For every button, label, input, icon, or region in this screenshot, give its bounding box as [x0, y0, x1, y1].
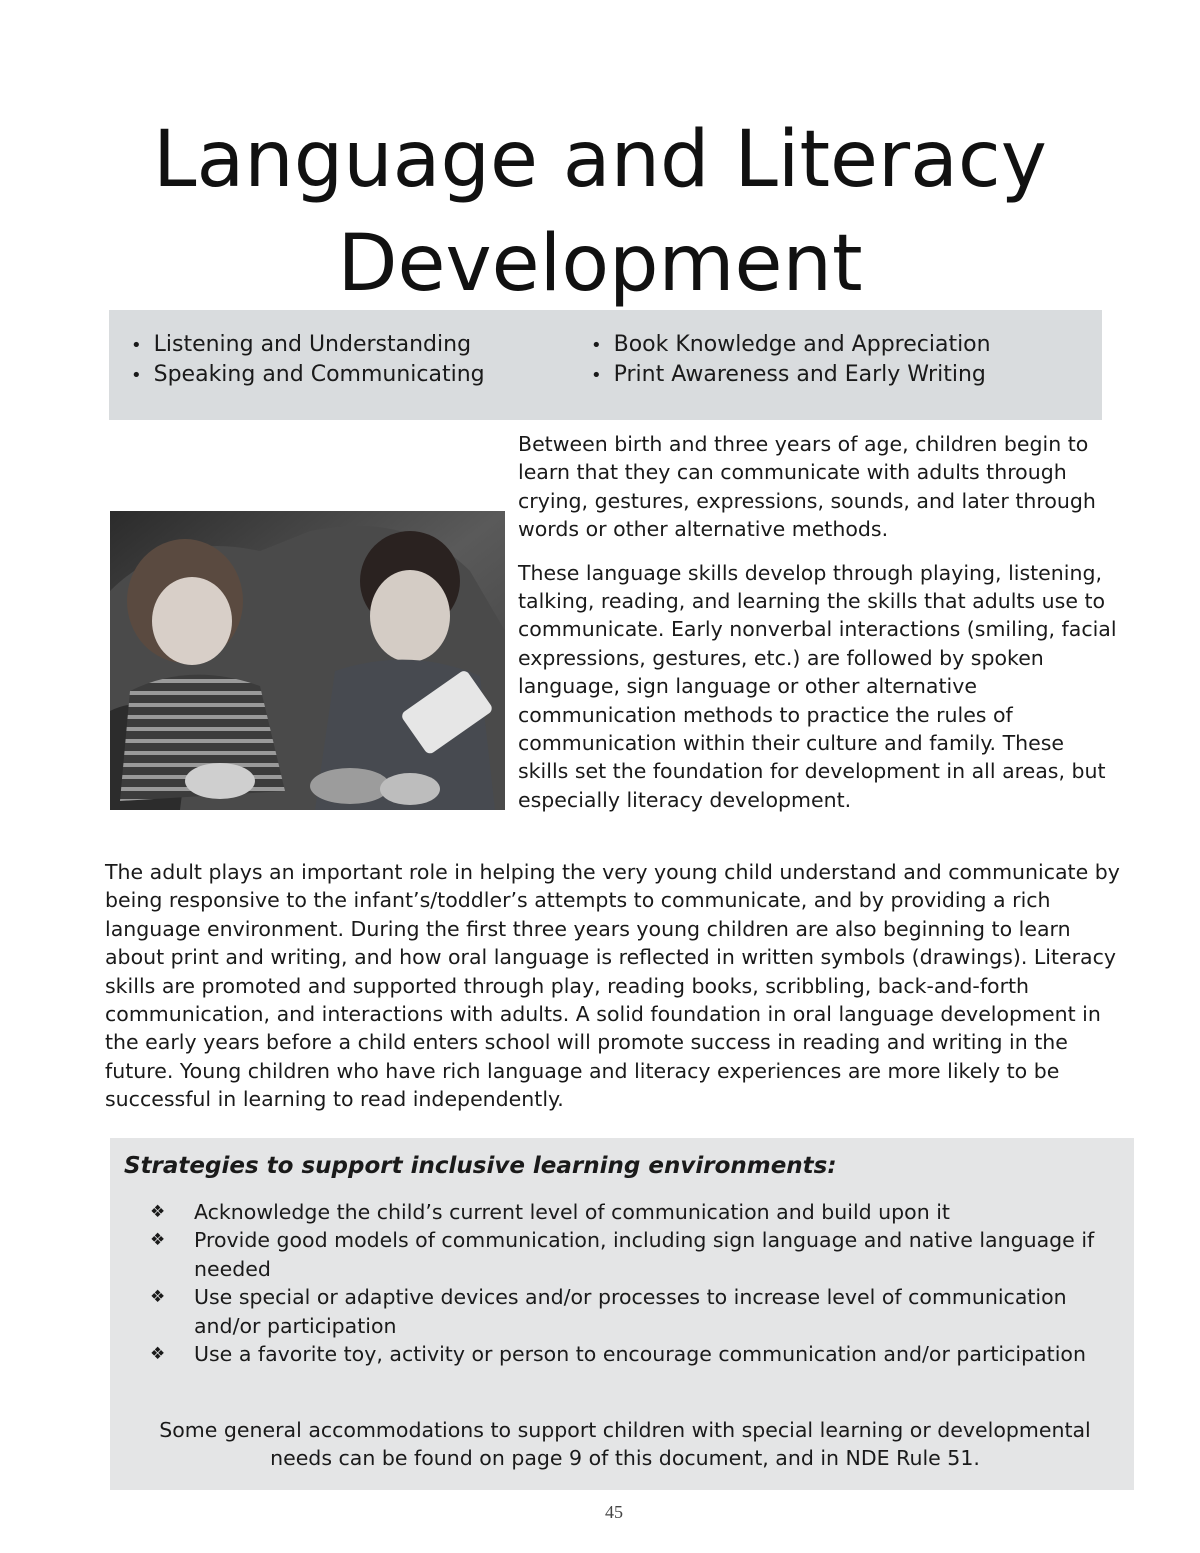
- strategies-heading: Strategies to support inclusive learning environments:: [124, 1153, 837, 1179]
- intro-paragraph-2: These language skills develop through playing, listening, talking, reading, and learning the skills that adults use to communicate. Early nonverbal interactions (smiling, facial expressions, gestures, etc.) are followed by spoken language, sign language or other alternative communication methods to practice the rules of communication within their culture and family. These skills set the foundation for development in all areas, but especially literacy development.: [518, 560, 1117, 812]
- body-paragraph: The adult plays an important role in helping the very young child understand and communicate by being responsive to the infant’s/toddler’s attempts to communicate, and by providing a rich language environment. During the first three years young children are also beginning to learn about print and writing, and how oral language is reflected in written symbols (drawings). Literacy skills are promoted and supported through play, reading books, scribbling, back-and-forth communication, and interactions with adults. A solid foundation in oral language development in the early years before a child enters school will promote success in reading and writing in the future. Young children who have rich language and literacy experiences are more likely to be successful in learning to read independently.: [105, 860, 1120, 1112]
- strategies-box: [110, 1138, 1134, 1490]
- diamond-bullet-icon: ❖: [150, 1287, 166, 1308]
- domain-item: • Listening and Understanding: [131, 330, 485, 360]
- page-number: 45: [605, 1502, 623, 1522]
- children-photo: [110, 511, 505, 810]
- strategy-text: Acknowledge the child’s current level of communication and build upon it: [194, 1200, 950, 1224]
- domain-item: • Speaking and Communicating: [131, 360, 485, 390]
- strategy-item: [150, 1283, 1120, 1340]
- intro-paragraph-1: Between birth and three years of age, children begin to learn that they can communicate with adults through crying, gestures, expressions, sounds, and later through words or other alternative methods.: [518, 432, 1096, 542]
- diamond-bullet-icon: ❖: [150, 1230, 166, 1251]
- domain-item: • Print Awareness and Early Writing: [591, 360, 991, 390]
- strategy-text: Use a favorite toy, activity or person to encourage communication and/or participation: [194, 1342, 1086, 1367]
- diamond-bullet-icon: ❖: [150, 1344, 166, 1365]
- intro-text: [518, 430, 1118, 814]
- domains-list-right: [591, 330, 991, 390]
- strategy-text: Use special or adaptive devices and/or processes to increase level of communication and/or participation: [194, 1285, 1067, 1338]
- strategy-item: [150, 1340, 1120, 1368]
- strategy-text: Provide good models of communication, including sign language and native language if needed: [194, 1228, 1095, 1281]
- strategy-item: [150, 1226, 1120, 1283]
- children-photo-illustration: [110, 511, 505, 810]
- strategy-item: [150, 1198, 1120, 1226]
- domains-box: [109, 310, 1102, 420]
- strategies-list: [150, 1198, 1120, 1368]
- title-line-1: Language and Literacy: [153, 115, 1047, 205]
- diamond-bullet-icon: ❖: [150, 1202, 166, 1222]
- accommodations-note: Some general accommodations to support children with special learning or developmental needs can be found on page 9 of this document, and in NDE Rule 51.: [159, 1418, 1091, 1471]
- title-line-2: Development: [337, 219, 863, 309]
- domain-item: • Book Knowledge and Appreciation: [591, 330, 991, 360]
- page-title: [0, 108, 1200, 316]
- domains-list-left: [131, 330, 485, 390]
